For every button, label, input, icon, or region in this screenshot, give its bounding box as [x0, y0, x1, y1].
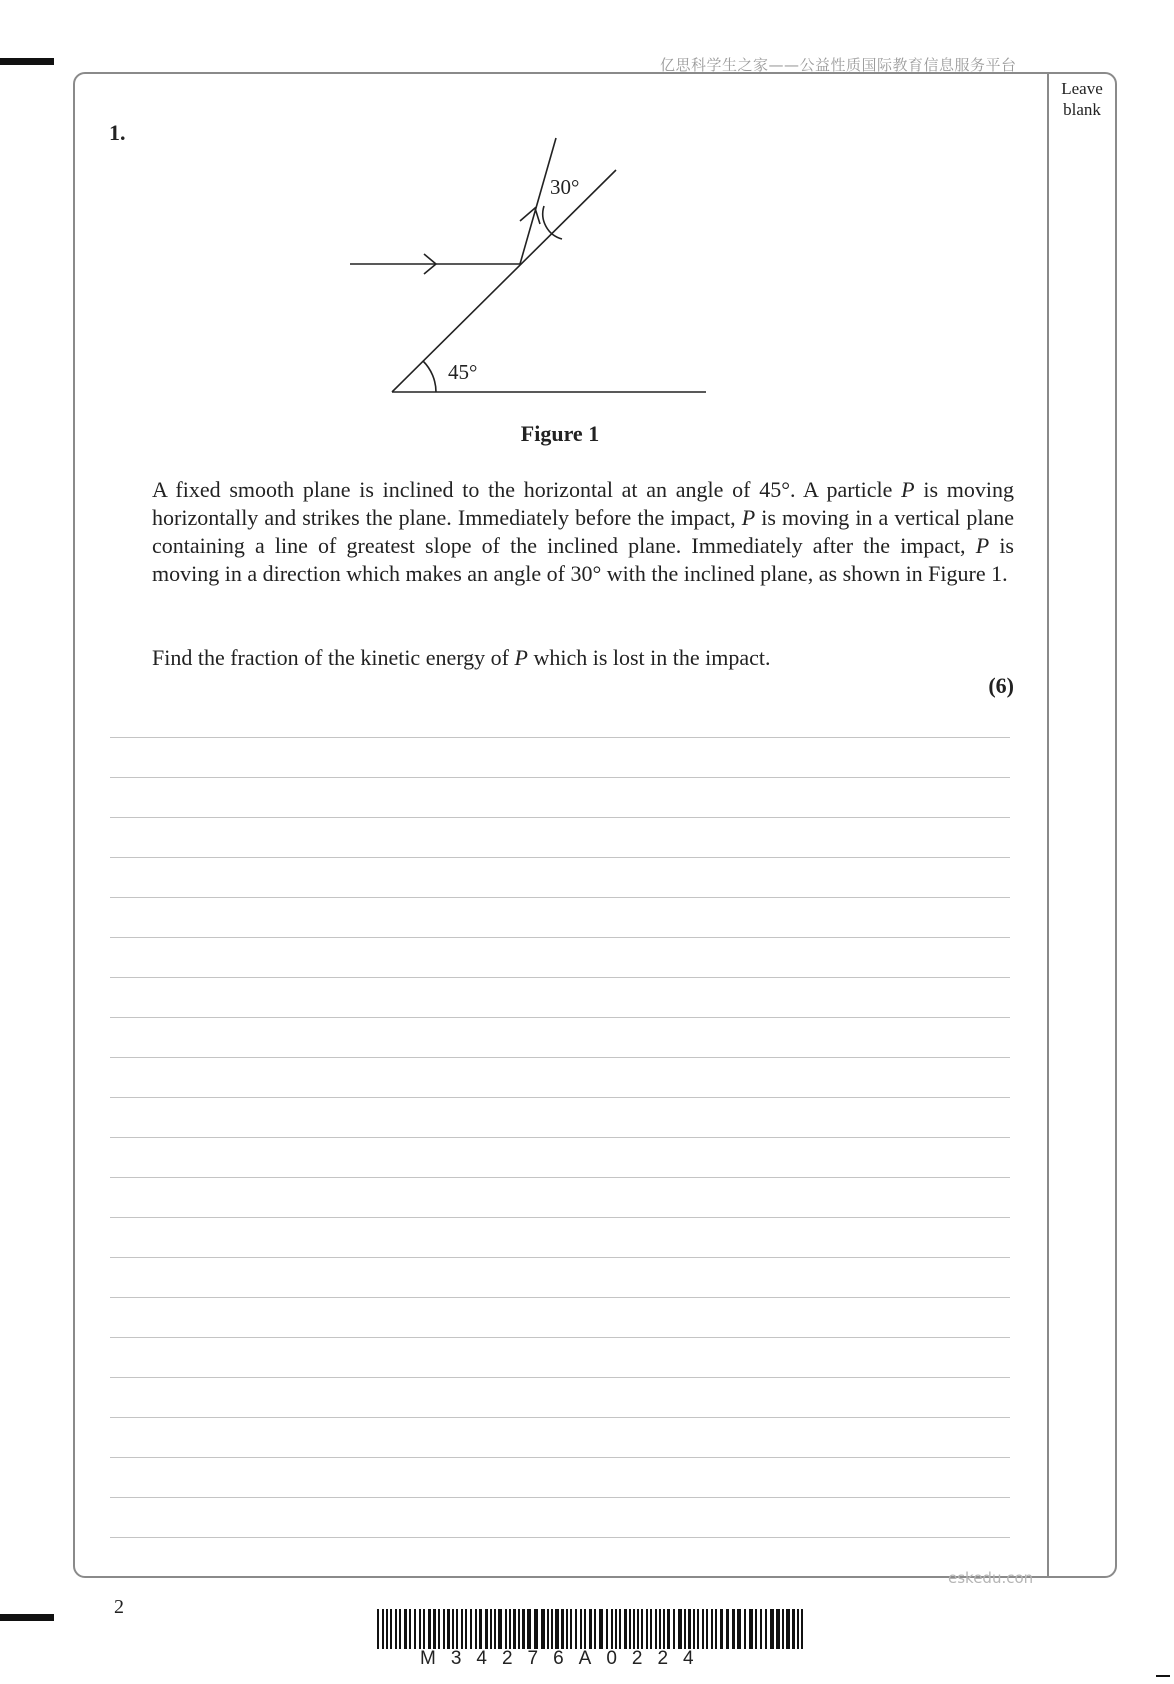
barcode-bar	[584, 1609, 586, 1649]
barcode-bar	[461, 1609, 463, 1649]
barcode-bar	[615, 1609, 617, 1649]
barcode-bar	[749, 1609, 753, 1649]
edge-mark-bottom-left	[0, 1614, 54, 1621]
barcode-bar	[744, 1609, 746, 1649]
barcode-bar	[786, 1609, 790, 1649]
angle-label-45: 45°	[448, 360, 478, 384]
barcode-bar	[782, 1609, 784, 1649]
answer-line[interactable]	[110, 937, 1010, 938]
barcode-bar	[513, 1609, 516, 1649]
barcode-bar	[737, 1609, 741, 1649]
barcode-bar	[629, 1609, 631, 1649]
barcode-bar	[688, 1609, 691, 1649]
barcode-bar	[498, 1609, 502, 1649]
answer-line[interactable]	[110, 1097, 1010, 1098]
barcode-bar	[485, 1609, 488, 1649]
answer-line[interactable]	[110, 1537, 1010, 1538]
barcode-bar	[580, 1609, 582, 1649]
barcode-bar	[505, 1609, 507, 1649]
barcode-bar	[438, 1609, 440, 1649]
barcode-bar	[732, 1609, 735, 1649]
barcode-bar	[684, 1609, 686, 1649]
barcode-bar	[697, 1609, 699, 1649]
answer-line[interactable]	[110, 1257, 1010, 1258]
page-number: 2	[114, 1596, 124, 1618]
barcode-bar	[715, 1609, 717, 1649]
answer-line[interactable]	[110, 977, 1010, 978]
barcode-bar	[776, 1609, 780, 1649]
inclined-plane	[392, 170, 616, 392]
barcode-bar	[456, 1609, 458, 1649]
variable-p: P	[901, 477, 915, 502]
answer-line[interactable]	[110, 1017, 1010, 1018]
barcode-bar	[702, 1609, 704, 1649]
barcode-bar	[534, 1609, 538, 1649]
barcode-bar	[575, 1609, 577, 1649]
outgoing-path	[520, 138, 556, 264]
answer-line[interactable]	[110, 1497, 1010, 1498]
barcode-bar	[566, 1609, 568, 1649]
edge-mark-bottom-right	[1156, 1675, 1170, 1677]
barcode-bar	[570, 1609, 572, 1649]
answer-line[interactable]	[110, 1297, 1010, 1298]
variable-p: P	[741, 505, 756, 530]
barcode-bar	[706, 1609, 708, 1649]
barcode-bar	[755, 1609, 757, 1649]
instruction-part-1: Find the fraction of the kinetic energy of	[152, 645, 515, 670]
barcode-bar	[518, 1609, 520, 1649]
barcode-text: M34276A0224	[420, 1648, 709, 1669]
barcode-bar	[555, 1609, 559, 1649]
barcode-bar	[624, 1609, 627, 1649]
barcode-bar	[377, 1609, 379, 1649]
variable-p: P	[975, 533, 990, 558]
marks-available: (6)	[988, 673, 1014, 698]
barcode-bar	[797, 1609, 799, 1649]
barcode-bar	[641, 1609, 643, 1649]
barcode-bar	[770, 1609, 774, 1649]
barcode-bar	[423, 1609, 425, 1649]
barcode-bar	[443, 1609, 445, 1649]
edge-mark-top-left	[0, 58, 54, 65]
barcode-bar	[475, 1609, 477, 1649]
barcode-bar	[659, 1609, 661, 1649]
barcode-bar	[637, 1609, 639, 1649]
barcode-bar	[551, 1609, 553, 1649]
answer-line[interactable]	[110, 737, 1010, 738]
angle-arc-30	[543, 206, 562, 239]
barcode-bar	[452, 1609, 454, 1649]
angle-label-30: 30°	[550, 175, 580, 199]
barcode-bar	[646, 1609, 648, 1649]
leave-blank-label: Leave blank	[1061, 79, 1103, 119]
barcode-bar	[693, 1609, 695, 1649]
question-text-part-1: A fixed smooth plane is inclined to the horizontal at an angle of 45°. A particle	[152, 477, 902, 502]
barcode-bar	[522, 1609, 525, 1649]
barcode-bar	[561, 1609, 564, 1649]
outgoing-arrowhead	[520, 208, 540, 224]
barcode-bar	[619, 1609, 621, 1649]
barcode-bar	[419, 1609, 421, 1649]
barcode-bar	[663, 1609, 665, 1649]
barcode-bar	[594, 1609, 596, 1649]
answer-line[interactable]	[110, 817, 1010, 818]
barcode-bar	[541, 1609, 545, 1649]
question-text-part-2: is moving horizontally and strikes the plane. Immediately before the impact,	[152, 477, 1014, 530]
instruction-part-2: which is lost in the impact.	[527, 645, 771, 670]
barcode-bar	[404, 1609, 407, 1649]
answer-line[interactable]	[110, 1177, 1010, 1178]
answer-line[interactable]	[110, 1457, 1010, 1458]
barcode-bar	[490, 1609, 492, 1649]
answer-line[interactable]	[110, 857, 1010, 858]
answer-line[interactable]	[110, 1217, 1010, 1218]
barcode-bar	[655, 1609, 657, 1649]
barcode-bar	[527, 1609, 531, 1649]
barcode-bar	[428, 1609, 431, 1649]
answer-line[interactable]	[110, 1337, 1010, 1338]
barcode-bar	[599, 1609, 603, 1649]
barcode-bar	[667, 1609, 670, 1649]
barcode-bar	[479, 1609, 482, 1649]
barcode-bar	[760, 1609, 762, 1649]
footer-site-watermark: eskedu.con	[948, 1569, 1034, 1587]
barcode-bar	[414, 1609, 416, 1649]
barcode-bar	[386, 1609, 388, 1649]
answer-line[interactable]	[110, 897, 1010, 898]
figure-1-diagram	[330, 128, 720, 398]
answer-line[interactable]	[110, 1417, 1010, 1418]
barcode-bar	[382, 1609, 384, 1649]
angle-arc-45	[423, 361, 436, 392]
barcode-bar	[633, 1609, 635, 1649]
barcode-bar	[447, 1609, 450, 1649]
barcode-bar	[720, 1609, 723, 1649]
header-watermark: 亿思科学生之家——公益性质国际教育信息服务平台	[660, 56, 1017, 74]
barcode-bar	[711, 1609, 713, 1649]
barcode-bar	[589, 1609, 592, 1649]
variable-p: P	[514, 645, 528, 670]
barcode-bar	[470, 1609, 472, 1649]
barcode-bar	[801, 1609, 803, 1649]
barcode-bar	[611, 1609, 613, 1649]
barcode-bar	[509, 1609, 511, 1649]
barcode-bar	[494, 1609, 496, 1649]
answer-line[interactable]	[110, 777, 1010, 778]
barcode-bar	[433, 1609, 436, 1649]
leave-blank-divider	[1047, 72, 1049, 1578]
question-text-paragraph	[152, 476, 1014, 588]
answer-line[interactable]	[110, 1137, 1010, 1138]
figure-caption: Figure 1	[520, 421, 600, 446]
question-instruction	[152, 644, 1014, 672]
barcode-bar	[399, 1609, 401, 1649]
barcode-bar	[673, 1609, 675, 1649]
question-text-part-3: is moving in a vertical plane containing a line of greatest slope of the inclined plane. Immediately after the impact,	[152, 505, 1015, 558]
barcode-bar	[465, 1609, 467, 1649]
barcode-bar	[678, 1609, 682, 1649]
barcode-bar	[650, 1609, 652, 1649]
barcode-bar	[726, 1609, 729, 1649]
barcode-bar	[547, 1609, 549, 1649]
answer-line[interactable]	[110, 1377, 1010, 1378]
barcode-bar	[390, 1609, 392, 1649]
barcode-bar	[765, 1609, 767, 1649]
barcode-bar	[395, 1609, 397, 1649]
barcode	[377, 1609, 809, 1649]
question-text-part-4: is moving in a direction which makes an angle of 30° with the inclined plane, as shown in Figure 1.	[152, 533, 1014, 586]
answer-line[interactable]	[110, 1057, 1010, 1058]
barcode-bar	[409, 1609, 411, 1649]
barcode-bar	[792, 1609, 795, 1649]
question-number: 1.	[109, 120, 126, 145]
barcode-bar	[606, 1609, 608, 1649]
